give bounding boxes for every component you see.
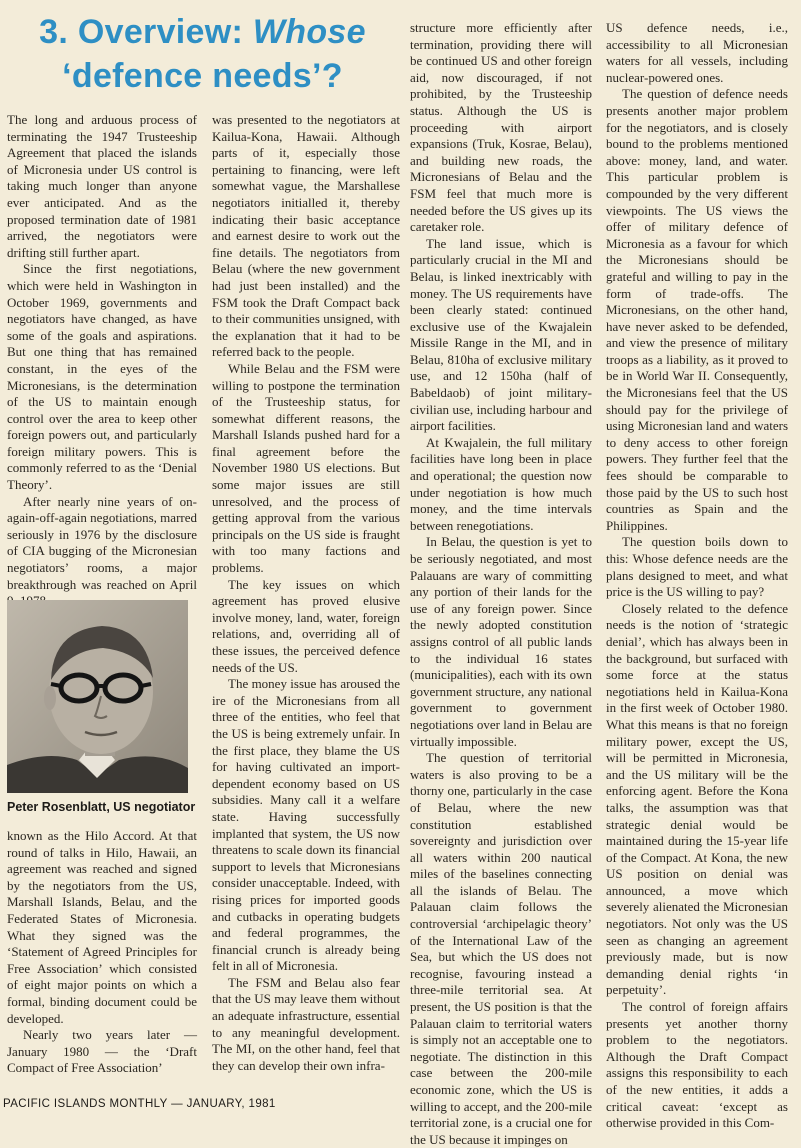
portrait-photo	[7, 600, 188, 793]
paragraph: known as the Hilo Accord. At that round of talks in Hilo, Hawaii, an agreement was reached and signed by the negotiators from the US, Marshall Islands, Belau, and the Federated States of Micronesia. What they signed was the ‘Statement of Agreed Principles for Free Association’ which consisted of eight major points on which a formal, binding document could be developed.	[7, 828, 197, 1026]
portrait-image	[7, 600, 188, 793]
title-number: 3. Overview:	[39, 13, 244, 51]
paragraph: The money issue has aroused the ire of the Micronesians from all three of the entities, who feel that the US is being extremely unfair. In the first place, they blame the US for having cultivated an import-dependent economy based on US subsidies. Many call it a welfare state. Having successfully implanted that system, the US now threatens to scale down its financial support to levels that Micronesians consider unacceptable. Indeed, with rising prices for imported goods and cutbacks in operating budgets and federal programmes, the financial crunch is already being felt in all of Micronesia.	[212, 676, 400, 974]
title-line-1	[0, 10, 405, 54]
page-footer: PACIFIC ISLANDS MONTHLY — JANUARY, 1981	[3, 1098, 276, 1110]
paragraph: In Belau, the question is yet to be seriously negotiated, and most Palauans are wary of committing any portion of their lands for the use of any foreign power. Since the newly adopted constitution assigns control of all public lands to the individual 16 states (municipalities), each with its own government structure, any national government to government negotiations over land in Belau are virtually impossible.	[410, 534, 592, 749]
paragraph: Nearly two years later — January 1980 — the ‘Draft Compact of Free Association’	[7, 1027, 197, 1076]
paragraph: At Kwajalein, the full military facilities have long been in place and operational; the question now under negotiation is how much money, and the time intervals between renegotiations.	[410, 434, 592, 533]
column-1-bottom	[7, 828, 197, 1090]
paragraph: was presented to the negotiators at Kailua-Kona, Hawaii. Although parts of it, especially those pertaining to financing, were left somewhat vague, the Marshallese negotiators initialled it, thereby indicating their basic acceptance and earnest desire to work out the fine details. The negotiators from Belau (where the new government had just been installed) and the FSM took the Draft Compact back to their communities unsigned, with the explanation that it had to be referred back to the people.	[212, 112, 400, 360]
paragraph: The key issues on which agreement has proved elusive involve money, land, water, foreign relations, and, overriding all of these issues, the perceived defence needs of the US.	[212, 576, 400, 675]
paragraph: While Belau and the FSM were willing to postpone the termination of the Trusteeship status, for somewhat different reasons, the Marshall Islands pushed hard for a final agreement before the November 1980 US elections. But some major issues are still unresolved, and the process of getting approval from the various principals on the US side is fraught with too many factions and problems.	[212, 360, 400, 576]
paragraph: Closely related to the defence needs is the notion of ‘strategic denial’, which has always been in the background, but surfaced with some force at the status negotiations held in Kailua-Kona in the first week of October 1980. What this means is that no foreign military power, except the US, will be permitted in Micronesia, and the US military will be the enforcing agent. Before the Kona talks, the assumption was that strategic denial would be maintained during the 15-year life of the Compact. At Kona, the new US position on denial was announced, a move which severely alienated the Micronesian negotiators. Not only was the US seen as changing an agreement previously made, but is now demanding denial rights ‘in perpetuity’.	[606, 600, 788, 998]
paragraph: Since the first negotiations, which were held in Washington in October 1969, governments and negotiators have changed, as have some of the goals and aspirations. But one thing that has remained constant, in the eyes of the Micronesians, is the determination of the US to maintain enough control over the area to keep other foreign powers out, and particularly foreign military powers. This is commonly referred to as the ‘Denial Theory’.	[7, 261, 197, 493]
paragraph: structure more efficiently after termination, providing there will be continued US and other foreign aid, now discouraged, if not prohibited, by the Trusteeship status. Although the US is proceeding with airport expansions (Truk, Kosrae, Belau), and building new roads, the Micronesians of Belau and the FSM feel that much more is needed before the US gives up its caretaker role.	[410, 20, 592, 235]
photo-caption: Peter Rosenblatt, US negotiator	[7, 800, 196, 814]
paragraph: After nearly nine years of on-again-off-again negotiations, marred seriously in 1976 by the disclosure of CIA bugging of the Micronesian negotiators’ rooms, a major breakthrough was reached on April	[7, 493, 197, 592]
column-4	[606, 20, 788, 1131]
article-title	[0, 10, 405, 98]
paragraph: The FSM and Belau also fear that the US may leave them without an adequate infrastructure, essential to any meaningful development. The MI, on the other hand, feel that they can develop their own infra-	[212, 974, 400, 1073]
paragraph: The question of defence needs presents another major problem for the negotiators, and is closely bound to the problems mentioned above: money, land, and water. This particular problem is compounded by the very different viewpoints. The US views the offer of military defence of Micronesia as a favour for which the Micronesians should be grateful and willing to pay in the form of trade-offs. The Micronesians, on the other hand, have never asked to be defended, and view the presence of military troops as a liability, as it proved to be in World War II. Consequently, the Micronesians feel that the US should pay for the privilege of using Micronesian land and waters to deny access to other foreign powers. They further feel that the fees should be comparable to those paid by the US to such host countries as Spain and the Philippines.	[606, 86, 788, 533]
paragraph: The question boils down to this: Whose defence needs are the plans designed to meet, and what price is the US willing to pay?	[606, 534, 788, 600]
paragraph: The land issue, which is particularly crucial in the MI and Belau, is linked inextricably with money. The US requirements have been clearly stated: continued exclusive use of the Kwajalein Missile Range in the MI, and in Belau, 810ha of exclusive military use, and 12 150ha (half of Babeldaob) of joint military-civilian use, including harbour and airport facilities.	[410, 235, 592, 434]
title-line-2: ‘defence needs’?	[62, 57, 343, 95]
column-3	[410, 20, 592, 1147]
title-italic: Whose	[252, 13, 366, 51]
column-1-top	[7, 112, 197, 592]
paragraph: The long and arduous process of terminating the 1947 Trusteeship Agreement that placed the islands of Micronesia under US control is taking much longer than anyone ever anticipated. And as the proposed termination date of 1981 arrived, the negotiators were drifting still further apart.	[7, 112, 197, 260]
paragraph: US defence needs, i.e., accessibility to all Micronesian waters for all vessels, including nuclear-powered ones.	[606, 20, 788, 85]
column-2	[212, 112, 400, 1090]
paragraph: The question of territorial waters is also proving to be a thorny one, particularly in the case of Belau, where the new constitution established sovereignty and jurisdiction over all waters within 200 nautical miles of the baselines connecting all the islands of Belau. The Palauan claim follows the controversial ‘archipelagic theory’ of the International Law of the Sea, but which the US does not recognise, favouring instead a three-mile territorial sea. At present, the US position is that the Palauan claim to territorial waters is simply not an acceptable one to negotiate. The distinction in this case between the 200-mile economic zone, which the US is willing to accept, and the 200-mile territorial zone, is a crucial one for the US because it impinges on	[410, 750, 592, 1147]
paragraph: The control of foreign affairs presents yet another thorny problem to the negotiators. Although the Draft Compact assigns this responsibility to each of the new entities, it adds a critical caveat: ‘except as otherwise provided in this Com-	[606, 999, 788, 1131]
